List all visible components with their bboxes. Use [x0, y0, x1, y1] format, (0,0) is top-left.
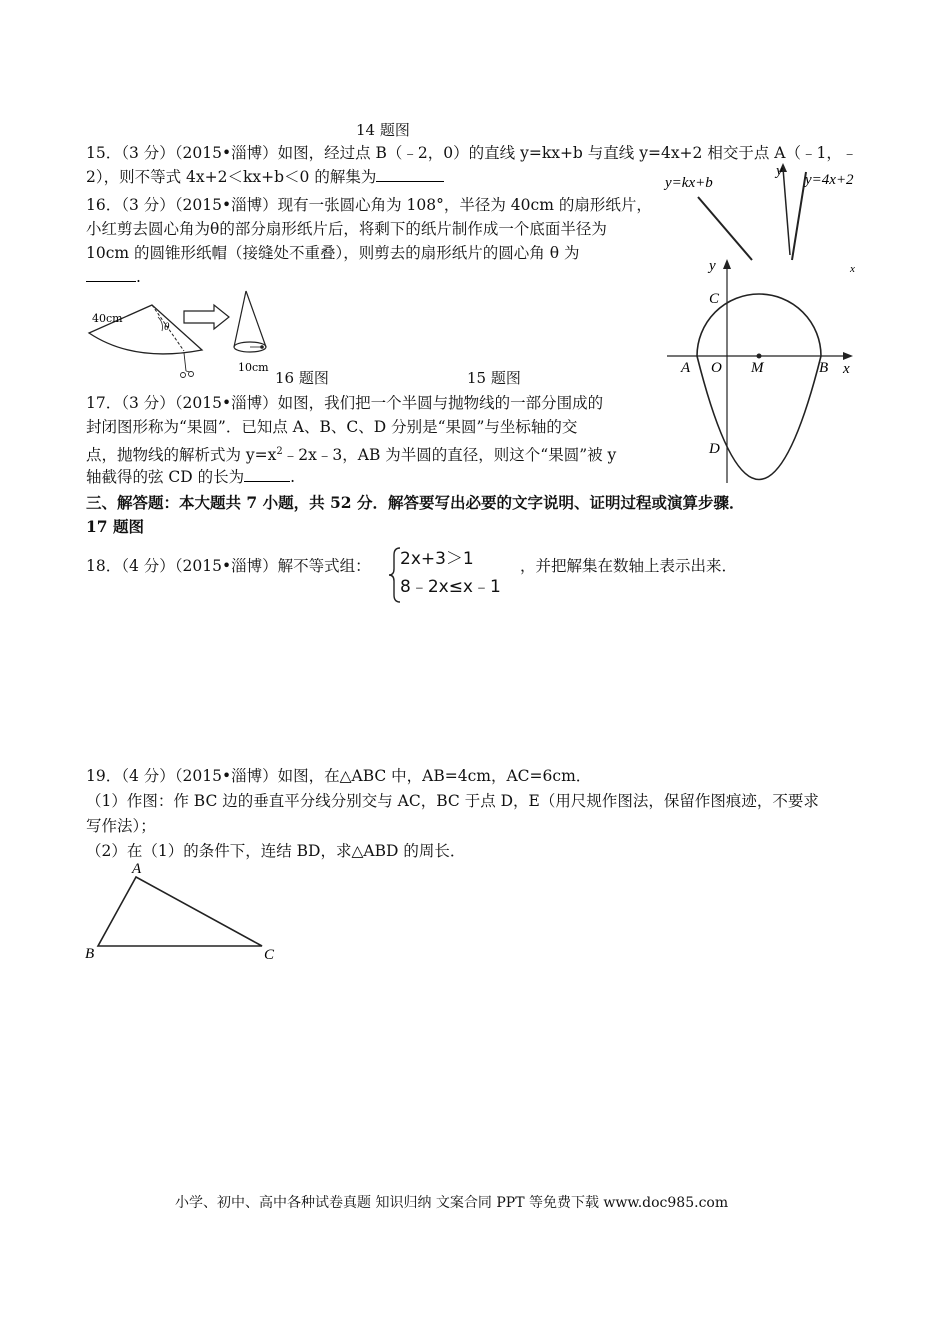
label-C: C — [709, 291, 720, 307]
label-A-19: A — [132, 861, 142, 877]
figure-16-sector-cone — [84, 287, 284, 382]
line-4x-2 — [792, 172, 806, 260]
q19-line4: （2）在（1）的条件下，连结 BD，求△ABD 的周长． — [86, 842, 466, 860]
q17-line3 — [86, 442, 616, 465]
q15-line2-text: 2），则不等式 4x+2＜kx+b＜0 的解集为 — [86, 168, 377, 186]
cone-shape — [234, 291, 266, 352]
q17-line4-text: 轴截得的弦 CD 的长为 — [86, 468, 245, 486]
q15-answer-blank — [376, 167, 444, 182]
label-y-axis-15: y — [776, 163, 783, 179]
q18-prefix: 18．（4 分）（2015•淄博）解不等式组： — [86, 557, 371, 575]
label-C-19: C — [264, 947, 275, 963]
q19-line2: （1）作图：作 BC 边的垂直平分线分别交与 AC，BC 于点 D，E（用尺规作图法，保留作图痕迹，不要求 — [86, 792, 819, 810]
label-x-partial: x — [850, 263, 855, 275]
y-axis-arrow-icon-17 — [723, 259, 731, 269]
label-y-4x-2: y=4x+2 — [805, 172, 854, 188]
label-O: O — [711, 360, 722, 376]
label-B: B — [819, 360, 829, 376]
figure-19-triangle — [82, 855, 282, 965]
figure-17-fruit-circle — [665, 255, 860, 485]
q19-line1: 19．（4 分）（2015•淄博）如图，在△ABC 中，AB=4cm，AC=6cm． — [86, 767, 592, 785]
figure-caption-14: 14 题图 — [356, 121, 410, 139]
line-kx-b — [698, 197, 752, 260]
q17-line3-post: ﹣2x﹣3，AB 为半圆的直径，则这个“果圆”被 y — [282, 446, 617, 465]
q17-line1: 17．（3 分）（2015•淄博）如图，我们把一个半圆与抛物线的一部分围成的 — [86, 394, 604, 412]
label-y-17: y — [709, 258, 716, 274]
q19-line3: 写作法）； — [86, 817, 156, 835]
label-10cm: 10cm — [238, 361, 269, 374]
q16-line4-end: . — [136, 268, 141, 286]
label-A: A — [681, 360, 691, 376]
label-M: M — [751, 360, 764, 376]
figure-caption-17: 17 题图 — [86, 517, 144, 536]
q16-line3: 10cm 的圆锥形纸帽（接缝处不重叠），则剪去的扇形纸片的圆心角 θ 为 — [86, 244, 580, 262]
x-axis-arrow-icon — [843, 352, 853, 360]
triangle-ABC — [98, 877, 262, 946]
q17-line3-pre: 点，抛物线的解析式为 y=x — [86, 446, 277, 465]
q18-suffix: ，并把解集在数轴上表示出来． — [520, 557, 738, 575]
scissors-icon — [181, 353, 194, 378]
q15-line2 — [86, 167, 444, 187]
section-3-heading: 三、解答题：本大题共 7 小题，共 52 分．解答要写出必要的文字说明、证明过程或演算步骤． — [86, 493, 745, 512]
label-theta: θ — [164, 321, 170, 333]
point-M — [757, 354, 762, 359]
label-B-19: B — [85, 946, 95, 962]
right-arrow-icon — [184, 305, 229, 329]
q18-inequality-1: 2x+3＞1 — [400, 549, 474, 569]
y-axis-line — [783, 168, 790, 255]
label-D: D — [709, 441, 720, 457]
q16-line2: 小红剪去圆心角为θ的部分扇形纸片后，将剩下的纸片制作成一个底面半径为 — [86, 220, 607, 238]
figure-caption-16: 16 题图 — [275, 369, 329, 387]
label-40cm: 40cm — [92, 312, 123, 325]
q17-exponent: 2 — [276, 446, 283, 457]
left-brace-icon — [389, 548, 400, 602]
page-footer: 小学、初中、高中各种试卷真题 知识归纳 文案合同 PPT 等免费下载 www.doc985.com — [175, 1195, 729, 1211]
q16-answer-blank — [86, 267, 136, 282]
q18-inequality-2: 8﹣2x≤x﹣1 — [400, 577, 501, 597]
q17-line4 — [86, 467, 295, 487]
q17-answer-blank — [244, 467, 290, 482]
q17-line2: 封闭图形称为“果圆”．已知点 A、B、C、D 分别是“果圆”与坐标轴的交 — [86, 418, 578, 436]
q16-line1: 16．（3 分）（2015•淄博）现有一张圆心角为 108°，半径为 40cm 的扇形纸片， — [86, 196, 652, 214]
label-y-kx-b: y=kx+b — [665, 175, 713, 191]
q16-line4 — [86, 267, 141, 287]
q17-line4-end: . — [290, 468, 296, 486]
q15-line1: 15．（3 分）（2015•淄博）如图，经过点 B（﹣2，0）的直线 y=kx+b 与直线 y=4x+2 相交于点 A（﹣1，﹣ — [86, 144, 858, 162]
label-x-17: x — [843, 361, 850, 377]
figure-caption-15: 15 题图 — [467, 369, 521, 387]
